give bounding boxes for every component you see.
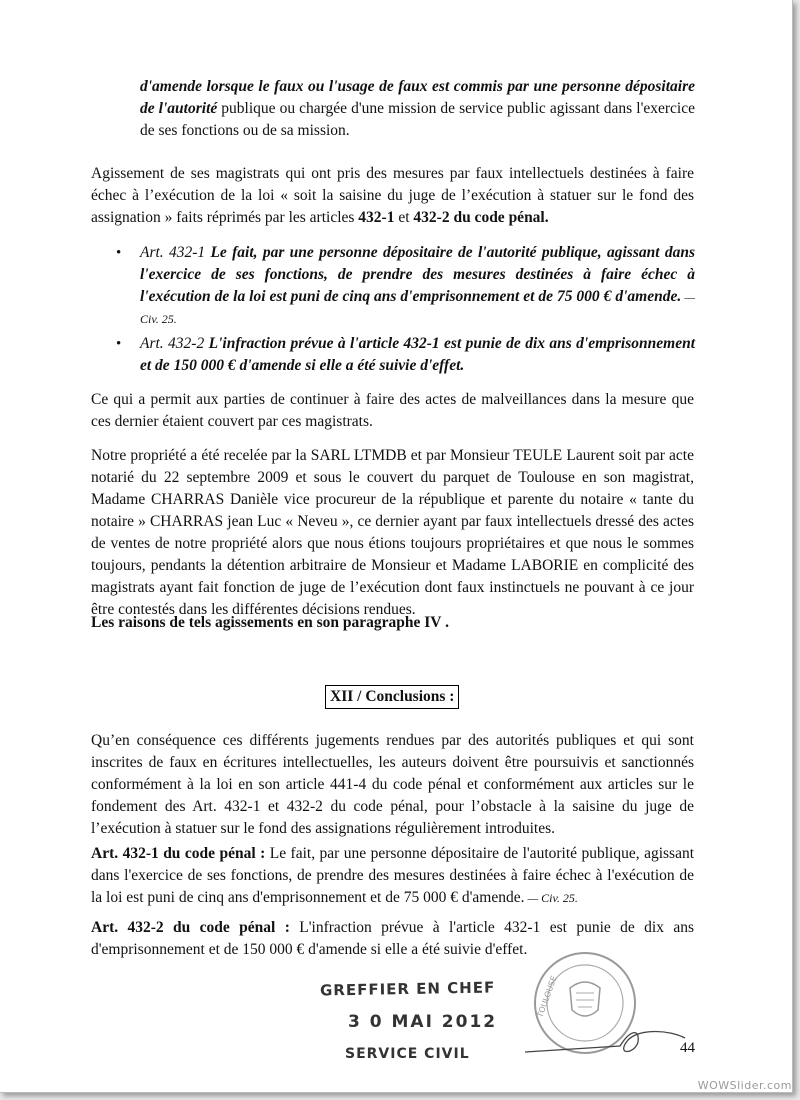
svg-text:TOULOUSE: TOULOUSE — [535, 974, 559, 1019]
bullet-text: Le fait, par une personne dépositaire de l'autorité publique, agissant dans l'exercice de ses fonctions, de prendre des mesures destinées à faire échec à l'exécution de la loi est puni de cinq ans d'emprisonnement et de 75 000 € d'amende. — [140, 244, 695, 305]
quote-top-normal: publique ou chargée d'une mission de service public agissant dans l'exercice de ses fonctions ou de sa mission. — [140, 100, 695, 139]
bullet-item-432-2 — [140, 333, 695, 377]
article-ref: 432-1 — [358, 209, 395, 226]
paragraph-consequence: Qu’en conséquence ces différents jugements rendues par des autorités publiques et qui sont inscrites de faux en écritures intellectuelles, les auteurs doivent être poursuivis et sanctionnés conformément à la loi en son article 441-4 du code pénal et conformément aux articles sur le fondement des Art. 432-1 et 432-2 du code pénal, pour l’obstacle à la saisine du juge de l’exécution à statuer sur le fond des assignations régulièrement introduites. — [91, 732, 694, 837]
bullet-ref: Art. 432-1 — [140, 244, 206, 261]
section-heading-conclusions: XII / Conclusions : — [325, 685, 459, 709]
signature-icon — [520, 1010, 690, 1070]
bullet-dot: • — [116, 336, 122, 352]
article-label: Art. 432-2 du code pénal : — [91, 919, 290, 936]
bullet-item-432-1 — [140, 242, 695, 330]
civ-ref: — Civ. 25. — [140, 290, 695, 326]
article-text: Le fait, par une personne dépositaire de l'autorité publique, agissant dans l'exercice de ses fonctions, de prendre des mesures destinées à faire échec à l'exécution de la loi est puni de cinq ans d'emprisonnement et de 75 000 € d'amende. — [91, 845, 694, 906]
paragraph-text: Agissement de ses magistrats qui ont pris des mesures par faux intellectuels destinées à faire échec à l’exécution de la loi « soit la saisine du juge de l’exécution à statuer sur le fond des assignation » faits réprimés par les articles — [91, 165, 694, 226]
article-text: L'infraction prévue à l'article 432-1 est punie de dix ans d'emprisonnement et de 150 000 € d'amende si elle a été suivie d'effet. — [91, 919, 694, 958]
bullet-text: L'infraction prévue à l'article 432-1 est punie de dix ans d'emprisonnement et de 150 000 € d'amende si elle a été suivie d'effet. — [140, 335, 696, 374]
stamp-service: SERVICE CIVIL — [345, 1046, 470, 1062]
paragraph-malveillances: Ce qui a permit aux parties de continuer à faire des actes de malveillances dans la mesure que ces dernier étaient couvert par ces magistrats. — [91, 391, 694, 430]
conjunction: et — [394, 209, 414, 226]
stamp-date: 3 0 MAI 2012 — [348, 1012, 498, 1032]
article-ref: 432-2 du code pénal. — [413, 209, 549, 226]
article-label: Art. 432-1 du code pénal : — [91, 845, 266, 862]
paragraph-raisons: Les raisons de tels agissements en son paragraphe IV . — [91, 614, 449, 631]
quote-top — [140, 76, 695, 142]
article-432-1-block — [91, 843, 694, 909]
bullet-dot: • — [116, 245, 122, 261]
bullet-ref: Art. 432-2 — [140, 335, 205, 352]
civ-ref: — Civ. 25. — [524, 891, 578, 905]
paragraph-agissement — [91, 163, 694, 229]
page-number: 44 — [680, 1040, 695, 1056]
stamp-greffier: GREFFIER EN CHEF — [319, 978, 496, 1000]
watermark: WOWSlider.com — [697, 1079, 792, 1092]
paragraph-propriete: Notre propriété a été recelée par la SARL LTMDB et par Monsieur TEULE Laurent soit par acte notarié du 22 septembre 2009 et sous le couvert du parquet de Toulouse en son magistrat, Madame CHARRAS Danièle vice procureur de la république et parente du notaire « tante du notaire » CHARRAS jean Luc « Neveu », ce dernier ayant par faux intellectuels dressé des actes de ventes de notre propriété alors que nous étions toujours propriétaires et que nous le sommes toujours, pendants la détention arbitraire de Monsieur et Madame LABORIE en complicité des magistrats ayant fait fonction de juge de l’exécution dont faux instinctuels ne pouvant à ce jour être contestés dans les différentes décisions rendues. — [91, 447, 694, 618]
quote-top-bold: d'amende lorsque le faux ou l'usage de faux est commis par une personne dépositaire de l'autorité — [140, 78, 695, 117]
